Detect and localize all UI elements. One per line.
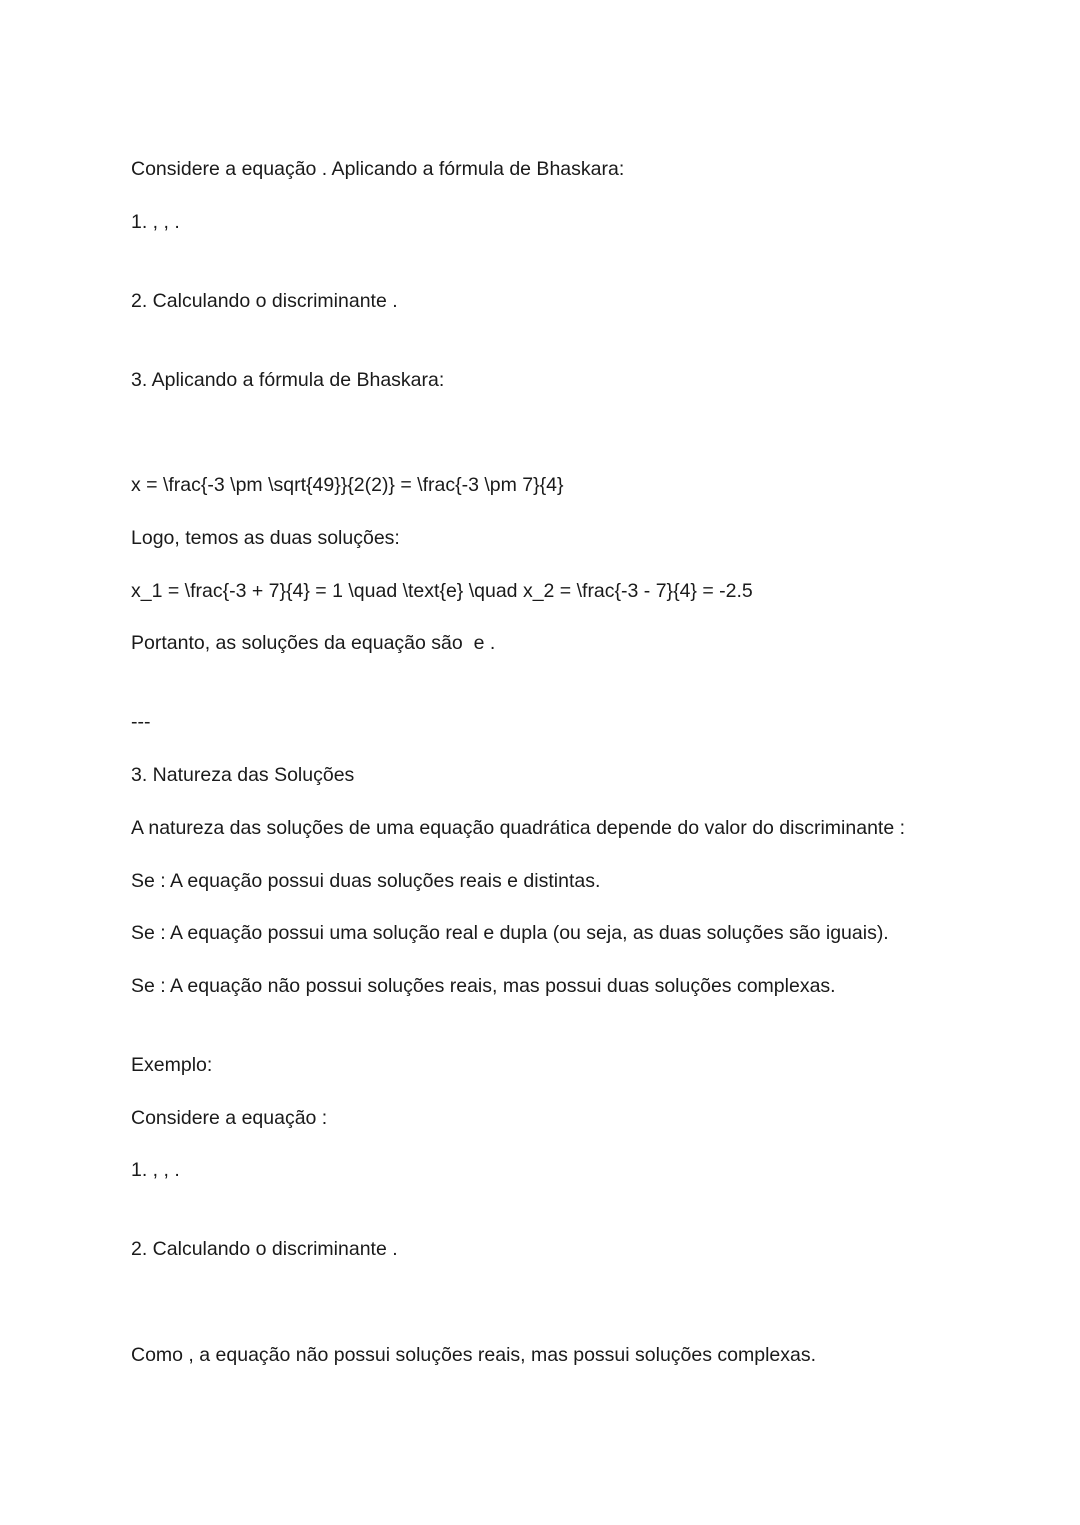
solutions-intro: Logo, temos as duas soluções: <box>131 527 400 549</box>
example-label: Exemplo: <box>131 1054 213 1076</box>
conclusion-paragraph: Portanto, as soluções da equação são e . <box>131 632 496 654</box>
example-step-2: 2. Calculando o discriminante . <box>131 1238 398 1260</box>
intro-paragraph: Considere a equação . Aplicando a fórmula de Bhaskara: <box>131 158 625 180</box>
formula-x: x = \frac{-3 \pm \sqrt{49}}{2(2)} = \frac{-3 \pm 7}{4} <box>131 474 564 496</box>
example-conclusion: Como , a equação não possui soluções reais, mas possui soluções complexas. <box>131 1344 817 1366</box>
nature-intro: A natureza das soluções de uma equação quadrática depende do valor do discriminante : <box>131 817 906 839</box>
section-divider: --- <box>131 711 151 733</box>
case-zero: Se : A equação possui uma solução real e dupla (ou seja, as duas soluções são iguais). <box>131 922 889 944</box>
section-heading: 3. Natureza das Soluções <box>131 764 355 786</box>
case-positive: Se : A equação possui duas soluções reais e distintas. <box>131 870 601 892</box>
case-negative: Se : A equação não possui soluções reais, mas possui duas soluções complexas. <box>131 975 836 997</box>
example-step-1: 1. , , . <box>131 1159 180 1181</box>
example-equation: Considere a equação : <box>131 1107 328 1129</box>
step-3-bhaskara: 3. Aplicando a fórmula de Bhaskara: <box>131 369 445 391</box>
step-2-discriminant: 2. Calculando o discriminante . <box>131 290 398 312</box>
step-1-coefficients: 1. , , . <box>131 211 180 233</box>
formula-solutions: x_1 = \frac{-3 + 7}{4} = 1 \quad \text{e} \quad x_2 = \frac{-3 - 7}{4} = -2.5 <box>131 580 753 602</box>
